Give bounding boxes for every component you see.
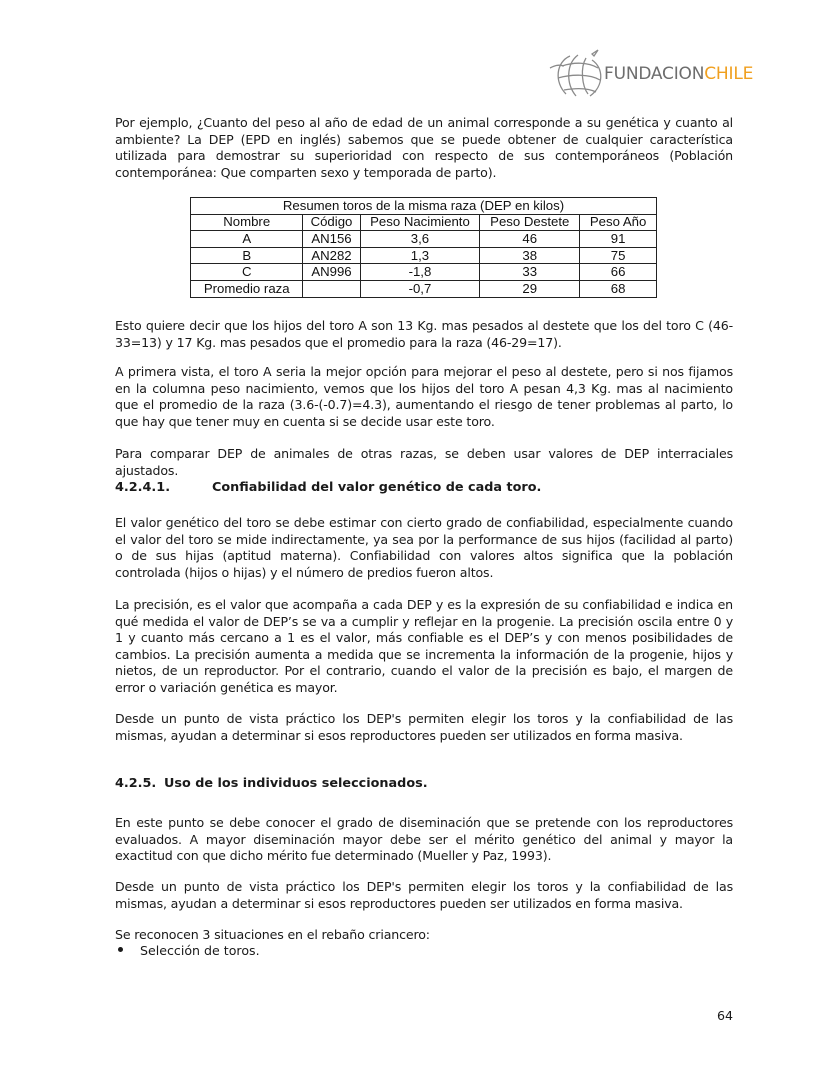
page-number: 64 (717, 1008, 734, 1023)
column-header-peso-ano: Peso Año (580, 214, 657, 231)
section-title: Uso de los individuos seleccionados. (164, 776, 428, 791)
cell-peso-nacimiento: 3,6 (360, 231, 480, 248)
cell-peso-nacimiento: -1,8 (360, 264, 480, 281)
destete-paragraph-block (115, 318, 733, 351)
dep-summary-table (190, 197, 657, 298)
comparar-paragraph: Para comparar DEP de animales de otras razas, se deben usar valores de DEP interraciales ajustados. (115, 446, 733, 478)
precision-paragraph: La precisión, es el valor que acompaña a cada DEP y es la expresión de su confiabilidad e indica en qué medida el valor de DEP’s se va a cumplir y reflejar en la progenie. La precisión oscila entre 0 y 1 y cuanto más cercano a 1 es el valor, más confiable es el DEP’s y con menos posibilidades de cambios. La precisión aumenta a medida que se incrementa la información de la progenie, hijos y nietos, de un reproductor. Por el contrario, cuando el valor de la precisión es bajo, el margen de error o variación genética es mayor. (115, 597, 733, 695)
column-header-codigo: Código (303, 214, 360, 231)
table-row (191, 247, 657, 264)
cell-nombre: C (191, 264, 303, 281)
fundacion-chile-logo (548, 46, 798, 100)
logo-text-chile: CHILE (704, 64, 754, 84)
cell-nombre: B (191, 247, 303, 264)
table-row (191, 264, 657, 281)
practico-paragraph-2: Desde un punto de vista práctico los DEP's permiten elegir los toros y la confiabilidad de las mismas, ayudan a determinar si esos reproductores pueden ser utilizados en forma masiva. (115, 879, 733, 911)
table-row (191, 280, 657, 297)
section-number: 4.2.4.1. (115, 480, 171, 495)
comparar-paragraph-block (115, 446, 733, 479)
precision-paragraph-block (115, 597, 733, 697)
practico-paragraph-2-block (115, 879, 733, 912)
practico-paragraph-1: Desde un punto de vista práctico los DEP's permiten elegir los toros y la confiabilidad de las mismas, ayudan a determinar si esos reproductores pueden ser utilizados en forma masiva. (115, 711, 733, 743)
column-header-nombre: Nombre (191, 214, 303, 231)
situaciones-paragraph: Se reconocen 3 situaciones en el rebaño criancero: (115, 927, 430, 942)
column-header-peso-nacimiento: Peso Nacimiento (360, 214, 480, 231)
column-header-peso-destete: Peso Destete (480, 214, 580, 231)
cell-codigo (303, 280, 360, 297)
situaciones-paragraph-block (115, 927, 733, 944)
globe-logo-icon (548, 46, 608, 100)
cell-peso-ano: 91 (580, 231, 657, 248)
valor-genetico-paragraph: El valor genético del toro se debe estimar con cierto grado de confiabilidad, especialmente cuando el valor del toro se mide indirectamente, ya sea por la performance de sus hijos (facilidad al parto) o de sus hijas (aptitud materna). Confiabilidad con valores altos significa que la población controlada (hijos o hijas) y el número de predios fueron altos. (115, 515, 733, 580)
cell-peso-nacimiento: 1,3 (360, 247, 480, 264)
primera-vista-paragraph: A primera vista, el toro A seria la mejor opción para mejorar el peso al destete, pero si nos fijamos en la columna peso nacimiento, vemos que los hijos del toro A pesan 4,3 Kg. mas al nacimiento que el promedio de la raza (3.6-(-0.7)=4.3), aumentando el riesgo de tener problemas al parto, lo que hay que tener muy en cuenta si se decide usar este toro. (115, 364, 733, 429)
section-heading-4241 (115, 480, 541, 495)
cell-nombre: A (191, 231, 303, 248)
cell-peso-destete: 46 (480, 231, 580, 248)
cell-codigo: AN996 (303, 264, 360, 281)
cell-peso-nacimiento: -0,7 (360, 280, 480, 297)
section-title: Confiabilidad del valor genético de cada toro. (212, 480, 542, 495)
table-header-row (191, 214, 657, 231)
valor-genetico-paragraph-block (115, 515, 733, 581)
cell-peso-ano: 75 (580, 247, 657, 264)
destete-paragraph: Esto quiere decir que los hijos del toro A son 13 Kg. mas pesados al destete que los del toro C (46-33=13) y 17 Kg. mas pesados que el promedio para la raza (46-29=17). (115, 318, 733, 350)
cell-codigo: AN282 (303, 247, 360, 264)
logo-text-fundacion: FUNDACION (604, 64, 705, 84)
cell-peso-destete: 29 (480, 280, 580, 297)
bullet-icon (118, 947, 123, 952)
cell-nombre: Promedio raza (191, 280, 303, 297)
practico-paragraph-1-block (115, 711, 733, 744)
section-heading-425 (115, 776, 428, 791)
table-row (191, 231, 657, 248)
section-number: 4.2.5. (115, 776, 157, 791)
diseminacion-paragraph: En este punto se debe conocer el grado de diseminación que se pretende con los reproductores evaluados. A mayor diseminación mayor debe ser el mérito genético del animal y mayor la exactitud con que dicho mérito fue determinado (Mueller y Paz, 1993). (115, 815, 733, 864)
cell-peso-destete: 38 (480, 247, 580, 264)
intro-paragraph: Por ejemplo, ¿Cuanto del peso al año de edad de un animal corresponde a su genética y cuanto al ambiente? La DEP (EPD en inglés) sabemos que se puede obtener de cualquier característica utilizada para demostrar su superioridad con respecto de sus contemporáneos (Población contemporánea: Que comparten sexo y temporada de parto). (115, 115, 733, 180)
list-item-text: Selección de toros. (140, 943, 260, 958)
cell-codigo: AN156 (303, 231, 360, 248)
table-caption: Resumen toros de la misma raza (DEP en kilos) (191, 198, 657, 215)
primera-vista-paragraph-block (115, 364, 733, 430)
cell-peso-ano: 68 (580, 280, 657, 297)
cell-peso-ano: 66 (580, 264, 657, 281)
list-item (115, 943, 260, 958)
intro-paragraph-block (115, 115, 733, 181)
diseminacion-paragraph-block (115, 815, 733, 865)
logo-wordmark (604, 64, 753, 84)
cell-peso-destete: 33 (480, 264, 580, 281)
table-caption-row (191, 198, 657, 215)
